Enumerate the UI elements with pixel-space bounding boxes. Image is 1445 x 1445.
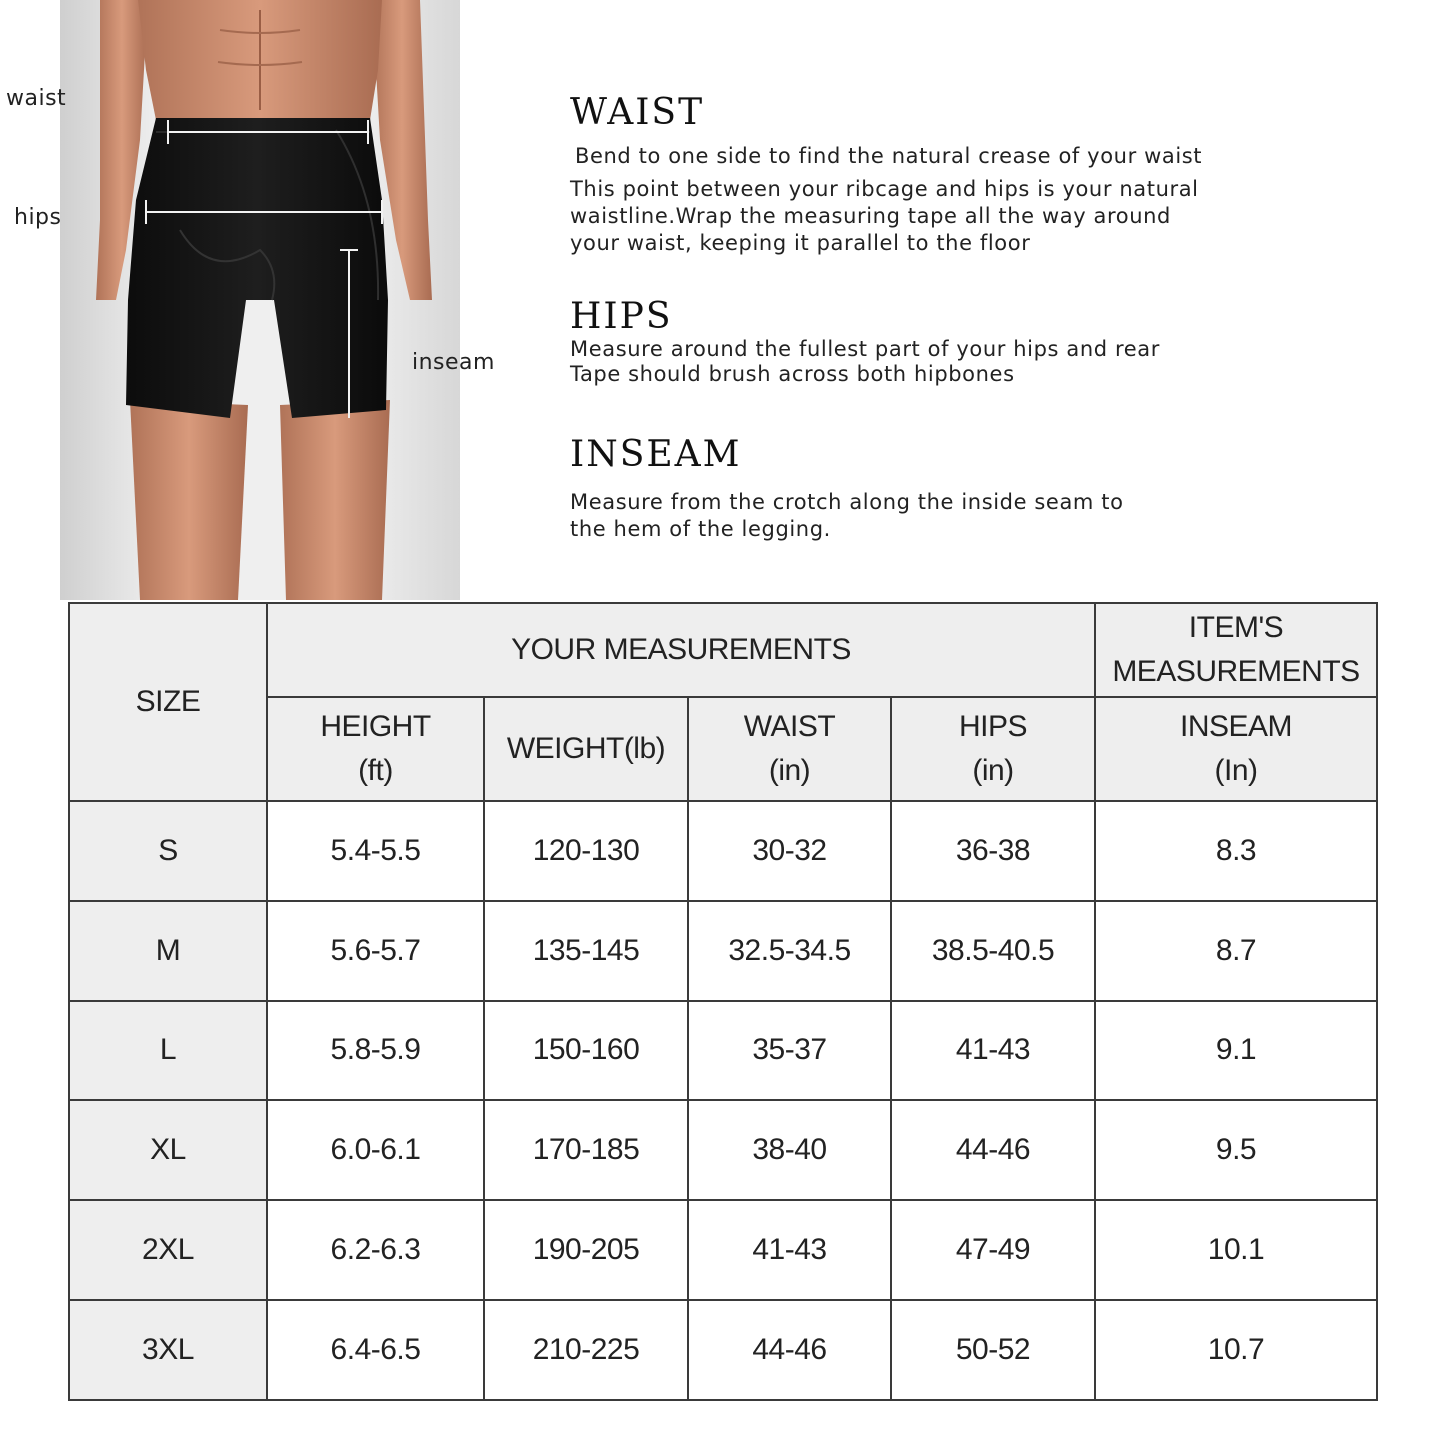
inseam-title: INSEAM [570,434,742,475]
table-row [69,901,1377,1001]
waist-cell: 44-46 [688,1300,891,1400]
height-cell: 5.8-5.9 [267,1001,484,1101]
weight-cell: 135-145 [484,901,688,1001]
items-measurements-line-2: MEASUREMENTS [1112,655,1360,688]
size-cell: 3XL [69,1300,267,1400]
size-cell: M [69,901,267,1001]
inseam-cell: 8.7 [1095,901,1377,1001]
waist-cell: 35-37 [688,1001,891,1101]
waist-line-1: Bend to one side to find the natural crease of your waist [575,144,1203,168]
hips-cell: 36-38 [891,801,1095,901]
hips-guide [570,296,1390,387]
waist-cell: 32.5-34.5 [688,901,891,1001]
your-measurements-header: YOUR MEASUREMENTS [267,603,1095,697]
height-header [267,697,484,801]
hips-line-2: Tape should brush across both hipbones [570,362,1015,386]
inseam-line-2: the hem of the legging. [570,517,831,541]
inseam-line-1: Measure from the crotch along the inside seam to [570,490,1124,514]
weight-cell: 150-160 [484,1001,688,1101]
hips-cell: 47-49 [891,1200,1095,1300]
hips-line-1: Measure around the fullest part of your hips and rear [570,337,1160,361]
inseam-cell: 8.3 [1095,801,1377,901]
waist-line-2: This point between your ribcage and hips is your natural [570,177,1199,201]
items-measurements-line-1: ITEM'S [1188,611,1284,644]
inseam-cell: 10.1 [1095,1200,1377,1300]
waist-line-4: your waist, keeping it parallel to the floor [570,231,1031,255]
height-header-label: HEIGHT [320,710,431,743]
waist-cell: 41-43 [688,1200,891,1300]
weight-cell: 120-130 [484,801,688,901]
left-leg [130,400,248,600]
inseam-cell: 9.5 [1095,1100,1377,1200]
hips-label: hips [14,205,62,230]
hips-cell: 38.5-40.5 [891,901,1095,1001]
hips-header [891,697,1095,801]
size-chart-table [68,602,1378,1401]
table-row [69,801,1377,901]
waist-header-unit: (in) [768,754,811,787]
hips-cell: 50-52 [891,1300,1095,1400]
waist-label: waist [6,86,67,111]
weight-cell: 190-205 [484,1200,688,1300]
hips-title: HIPS [570,296,673,337]
table-row [69,1200,1377,1300]
height-cell: 6.4-6.5 [267,1300,484,1400]
height-cell: 6.0-6.1 [267,1100,484,1200]
waist-guide [570,92,1390,257]
right-leg [280,400,390,600]
waist-title: WAIST [570,92,705,133]
weight-cell: 170-185 [484,1100,688,1200]
inseam-cell: 10.7 [1095,1300,1377,1400]
inseam-label: inseam [412,350,495,375]
height-header-unit: (ft) [358,754,393,787]
hips-header-unit: (in) [972,754,1014,787]
height-cell: 5.4-5.5 [267,801,484,901]
table-row [69,1001,1377,1101]
weight-cell: 210-225 [484,1300,688,1400]
items-measurements-header [1095,603,1377,697]
size-cell: XL [69,1100,267,1200]
height-cell: 5.6-5.7 [267,901,484,1001]
inseam-header-unit: (In) [1214,754,1258,787]
model-figure [60,0,460,600]
size-cell: S [69,801,267,901]
table-row [69,1100,1377,1200]
table-row [69,1300,1377,1400]
waist-header [688,697,891,801]
inseam-cell: 9.1 [1095,1001,1377,1101]
size-cell: 2XL [69,1200,267,1300]
inseam-guide [570,434,1390,543]
waist-line-3: waistline.Wrap the measuring tape all the way around [570,204,1171,228]
waist-header-label: WAIST [743,710,836,743]
weight-header: WEIGHT(lb) [484,697,688,801]
hips-cell: 44-46 [891,1100,1095,1200]
waist-cell: 30-32 [688,801,891,901]
height-cell: 6.2-6.3 [267,1200,484,1300]
inseam-header-label: INSEAM [1179,710,1293,743]
waist-cell: 38-40 [688,1100,891,1200]
hips-cell: 41-43 [891,1001,1095,1101]
size-header: SIZE [69,603,267,801]
model-illustration [60,0,460,600]
size-cell: L [69,1001,267,1101]
hips-header-label: HIPS [958,710,1028,743]
inseam-header [1095,697,1377,801]
